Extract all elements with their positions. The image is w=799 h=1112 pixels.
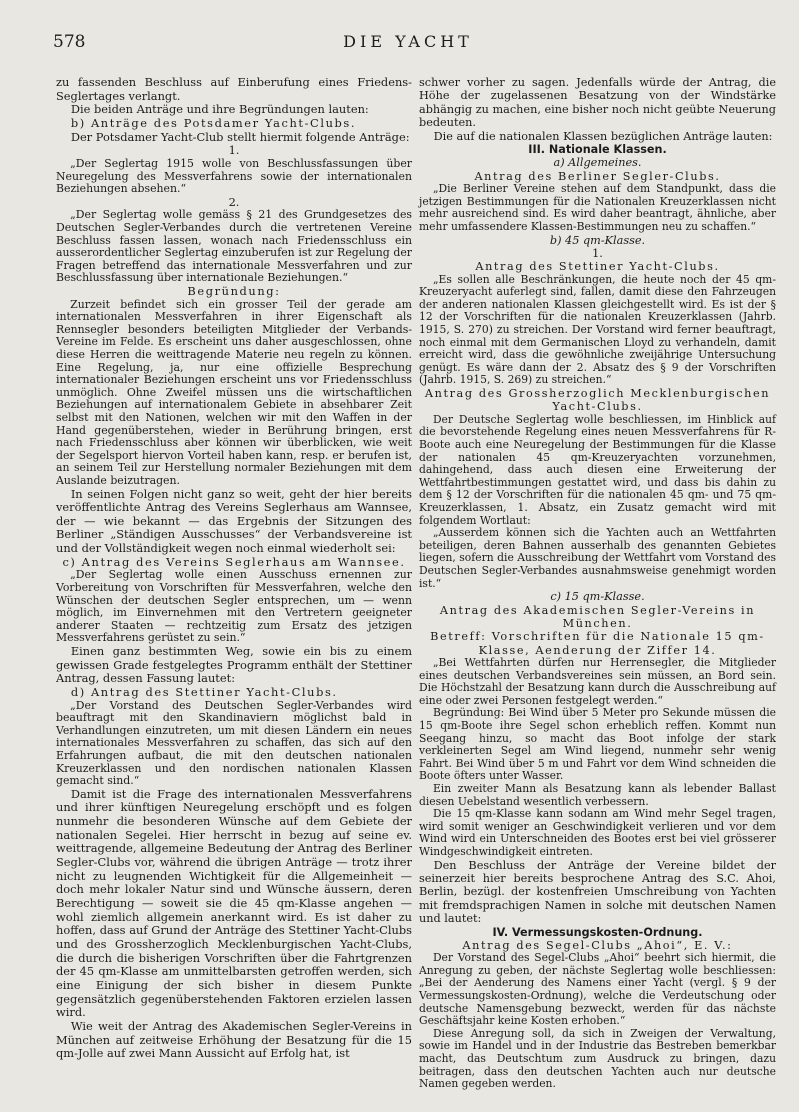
subsection-heading: b) 45 qm-Klasse. <box>549 233 646 247</box>
paragraph: Der Deutsche Seglertag wolle beschliessen, im Hinblick auf die bevorstehende Regelung eines neuen Messverfahrens für R-Boote auch eine Neuregelung der Bestimmungen für die Klasse der nationalen 45 qm-Kreuzeryachten vorzunehmen, dahingehend, dass auch diesen eine Erweiterung der Wettfahrtbestimmungen gestattet wird, und dass bis dahin zu dem § 12 der Vorschriften für die nationalen 45 qm- und 75 qm-Kreuzerklassen, 1. Absatz, ein Zusatz gemacht wird mit folgendem Wortlaut: <box>419 412 776 527</box>
section-heading: b) Anträge des Potsdamer Yacht-Clubs. <box>70 115 357 130</box>
motion-heading: Antrag des Stettiner Yacht-Clubs. <box>475 260 720 274</box>
section-heading: III. Nationale Klassen. <box>528 142 667 156</box>
quote: Der Vorstand des Segel-Clubs „Ahoi“ beehrt sich hiermit, die Anregung zu geben, der nächste Seglertag wolle beschliessen: „Bei der Aenderung des Namens einer Yacht (vergl. § 9 der Vermessungskosten-Ordnung), welche die Verdeutschung oder deutsche Namensgebung bezweckt, werden für das nächste Geschäftsjahr keine Kosten erhoben.“ <box>419 951 776 1028</box>
motion-heading: Antrag des Akademischen Segler-Vereins in München. <box>439 603 756 630</box>
paragraph: zu fassenden Beschluss auf Einberufung eines Friedens-Seglertages verlangt. <box>56 75 412 103</box>
paragraph: Die 15 qm-Klasse kann sodann am Wind mehr Segel tragen, wird somit weniger an Geschwindigkeit verlieren und vor dem Wind wird ein Unterschneiden des Bootes erst bei viel grösserer Windgeschwindigkeit eintreten. <box>419 807 776 858</box>
left-column <box>56 76 412 1061</box>
paragraph: Die auf die nationalen Klassen bezüglichen Anträge lauten: <box>433 129 773 143</box>
paragraph: schwer vorher zu sagen. Jedenfalls würde der Antrag, die Höhe der zugelassenen Besatzung von der Windstärke abhängig zu machen, eine bisher noch nicht geübte Neuerung bedeuten. <box>419 76 776 130</box>
quote: „Die Berliner Vereine stehen auf dem Standpunkt, dass die jetzigen Bestimmungen für die Nationalen Kreuzerklassen nicht mehr ausreichend sind. Es wird daher beantragt, ähnliche, aber mehr umfassendere Klassen-Bestimmungen neu zu schaffen.“ <box>419 182 776 233</box>
quote: „Der Vorstand des Deutschen Segler-Verbandes wird beauftragt mit den Skandinaviern möglichst bald in Verhandlungen einzutreten, um mit diesen Ländern ein neues internationales Messverfahren zu schaffen, das sich auf den Erfahrungen aufbaut, die mit den deutschen nationalen Kreuzerklassen und den nordischen nationalen Klassen gemacht sind.“ <box>56 698 412 788</box>
section-heading: IV. Vermessungskosten-Ordnung. <box>492 925 703 939</box>
subheading: Begründung: <box>187 283 281 298</box>
motion-heading: Antrag des Grossherzoglich Mecklenburgischen Yacht-Clubs. <box>424 387 771 414</box>
page-number: 578 <box>53 32 86 52</box>
paragraph: Begründung: Bei Wind über 5 Meter pro Sekunde müssen die 15 qm-Boote ihre Segel schon erheblich reffen. Kommt nun Seegang hinzu, so macht das Boot infolge der stark verkleinerten Segel am Wind liegend, nunmehr sehr wenig Fahrt. Bei Wind über 5 m und Fahrt vor dem Wind schneiden die Boote öfters unter Wasser. <box>419 706 776 783</box>
subsection-heading: a) Allgemeines. <box>553 156 642 170</box>
section-heading: d) Antrag des Stettiner Yacht-Clubs. <box>70 684 338 699</box>
paragraph: Einen ganz bestimmten Weg, sowie ein bis zu einem gewissen Grade festgelegtes Programm enthält der Stettiner Antrag, dessen Fassung lautet: <box>56 644 412 686</box>
quote: „Der Seglertag 1915 wolle von Beschlussfassungen über Neuregelung des Messverfahrens sowie der internationalen Beziehungen absehen.“ <box>56 156 412 196</box>
item-number: 1. <box>228 143 240 158</box>
running-head: DIE YACHT <box>343 32 473 51</box>
motion-heading: Antrag des Berliner Segler-Clubs. <box>474 169 721 183</box>
right-column <box>419 76 776 1091</box>
paragraph: Damit ist die Frage des internationalen Messverfahrens und ihrer künftigen Neuregelung erschöpft und es folgen nunmehr die besonderen Wünsche auf dem Gebiete der nationalen Segelei. Hier herrscht in bezug auf seine ev. weittragende, allgemeine Bedeutung der Antrag des Berliner Segler-Clubs vor, während die übrigen Anträge — trotz ihrer nicht zu leugnenden Wichtigkeit für die Allgemeinheit — doch mehr lokaler Natur sind und Wünsche äussern, deren Berechtigung — soweit sie die 45 qm-Klasse angehen — wohl ziemlich allgemein anerkannt wird. Es ist daher zu hoffen, dass auf Grund der Anträge des Stettiner Yacht-Clubs und des Grossherzoglich Mecklenburgischen Yacht-Clubs, die durch die bisherigen Vorschriften über die Fahrtgrenzen der 45 qm-Klasse am unmittelbarsten getroffen werden, sich eine Einigung der sich bisher in diesem Punkte gegensätzlich gegenüberstehenden Faktoren erzielen lassen wird. <box>56 786 412 1020</box>
paragraph: Ein zweiter Mann als Besatzung kann als lebender Ballast diesen Uebelstand wesentlich verbessern. <box>419 782 776 808</box>
quote: „Es sollen alle Beschränkungen, die heute noch der 45 qm-Kreuzeryacht auferlegt sind, fallen, damit diese den Fahrzeugen der anderen nationalen Klassen gleichgestellt wird. Es ist der § 12 der Vorschriften für die nationalen Kreuzerklassen (Jahrb. 1915, S. 270) zu streichen. Der Vorstand wird ferner beauftragt, noch einmal mit dem Germanischen Lloyd zu verhandeln, damit erreicht wird, dass die gewöhnliche zweijährige Untersuchung genügt. Es wäre dann der 2. Absatz des § 9 der Vorschriften (Jahrb. 1915, S. 269) zu streichen.“ <box>419 272 776 387</box>
paragraph: Wie weit der Antrag des Akademischen Segler-Vereins in München auf zeitweise Erhöhung der Besatzung für die 15 qm-Jolle auf zwei Mann Aussicht auf Erfolg hat, ist <box>56 1018 412 1061</box>
quote: „Bei Wettfahrten dürfen nur Herrensegler, die Mitglieder eines deutschen Verbandsvereines sein müssen, an Bord sein. Die Höchstzahl der Besatzung kann durch die Ausschreibung auf eine oder zwei Personen festgelegt werden.“ <box>419 656 776 707</box>
paragraph: Diese Anregung soll, da sich in Zweigen der Verwaltung, sowie im Handel und in der Industrie das Bestreben bemerkbar macht, das Deutschtum zum Ausdruck zu bringen, dazu beitragen, dass den deutschen Yachten auch nur deutsche Namen gegeben werden. <box>419 1026 776 1091</box>
subsection-heading: c) 15 qm-Klasse. <box>550 590 645 604</box>
paragraph: Den Beschluss der Anträge der Vereine bildet der seinerzeit hier bereits besprochene Antrag des S.C. Ahoi, Berlin, bezügl. der kostenfreien Umschreibung von Yachten mit fremdsprachigen Namen in solche mit deutschen Namen und lautet: <box>419 858 776 926</box>
paragraph: Die beiden Anträge und ihre Begründungen lauten: <box>70 102 369 117</box>
paragraph: In seinen Folgen nicht ganz so weit, geht der hier bereits veröffentlichte Antrag des Vereins Seglerhaus am Wannsee, der — wie bekannt — das Ergebnis der Sitzungen des Berliner „Ständigen Ausschusses“ der Verbandsvereine ist und der Vollständigkeit wegen noch einmal wiederholt sei: <box>56 486 412 556</box>
page-header <box>53 32 763 56</box>
subject-line: Betreff: Vorschriften für die Nationale 15 qm-Klasse, Aenderung der Ziffer 14. <box>430 630 765 657</box>
quote: „Der Seglertag wolle gemäss § 21 des Grundgesetzes des Deutschen Segler-Verbandes durch die vertretenen Vereine Beschluss fassen lassen, wonach nach Friedensschluss ein ausserordentlicher Seglertag einzuberufen ist zur Regelung der Fragen betreffend das internationale Messverfahren und zur Beschlussfassung über internationale Beziehungen.“ <box>56 208 412 285</box>
quote: „Ausserdem können sich die Yachten auch an Wettfahrten beteiligen, deren Bahnen ausserhalb des genannten Gebietes liegen, sofern die Ausschreibung der Wettfahrt vom Vorstand des Deutschen Segler-Verbandes ausnahmsweise genehmigt worden ist.“ <box>419 526 776 590</box>
quote: „Der Seglertag wolle einen Ausschuss ernennen zur Vorbereitung von Vorschriften für Messverfahren, welche den Wünschen der deutschen Segler entsprechen, um — wenn möglich, im Einvernehmen mit den Vertretern geeigneter anderer Staaten — rechtzeitig zum Ersatz des jetzigen Messverfahrens gerüstet zu sein.“ <box>56 568 412 645</box>
item-number: 1. <box>592 246 603 260</box>
paragraph: Der Potsdamer Yacht-Club stellt hiermit folgende Anträge: <box>70 129 410 144</box>
section-heading: c) Antrag des Vereins Seglerhaus am Wannsee. <box>62 554 406 569</box>
paragraph: Zurzeit befindet sich ein grosser Teil der gerade am internationalen Messverfahren in ihrer Eigenschaft als Rennsegler besonders beteiligten Mitglieder der Verbands-Vereine im Felde. Es erscheint uns daher ausgeschlossen, ohne diese Herren die weittragende Materie neu regeln zu können. Eine Regelung, ja, nur eine offizielle Besprechung internationaler Beziehungen erscheint uns vor Friedensschluss unmöglich. Ohne Zweifel müssen uns die wirtschaftlichen Beziehungen auf internationalem Gebiete in absehbarer Zeit selbst mit den Nationen, welchen wir mit den Waffen in der Hand gegenüberstehen, wieder in Berührung bringen, erst nach Friedensschluss aber können wir überblicken, wie weit der Segelsport hiervon Vorteil haben kann, resp. er berufen ist, an seinem Teil zur Herstellung normaler Beziehungen mit dem Auslande beizutragen. <box>56 297 412 487</box>
item-number: 2. <box>228 194 240 209</box>
motion-heading: Antrag des Segel-Clubs „Ahoi“, E. V.: <box>462 938 733 952</box>
